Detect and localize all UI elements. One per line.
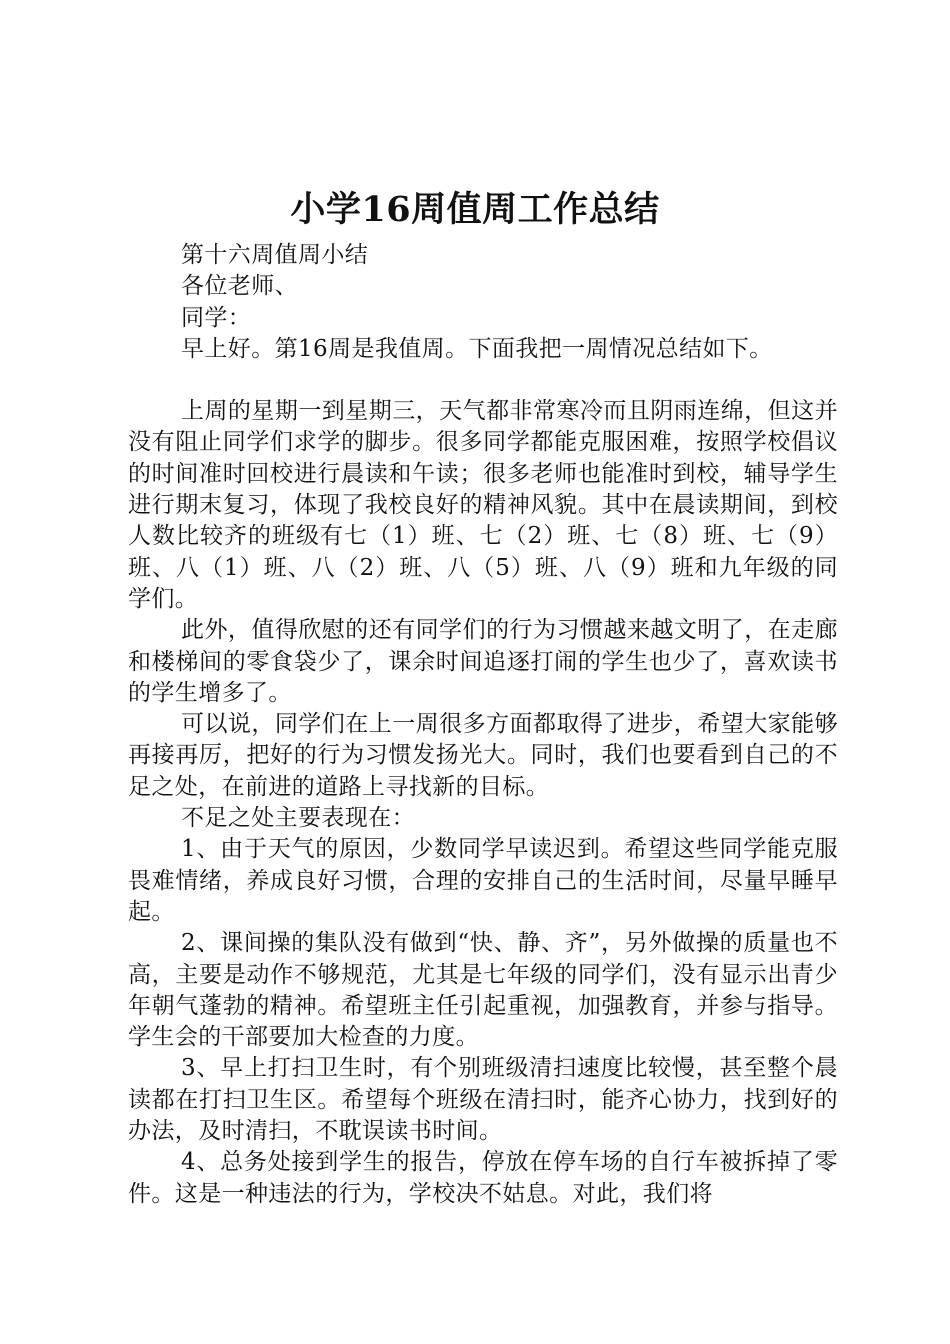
document-body bbox=[128, 240, 838, 1210]
shortcoming-item-4: 4、总务处接到学生的报告，停放在停车场的自行车被拆掉了零件。这是一种违法的行为，学校决不姑息。对此，我们将 bbox=[128, 1149, 838, 1207]
shortcoming-item-2: 2、课间操的集队没有做到“快、静、齐”，另外做操的质量也不高，主要是动作不够规范，尤其是七年级的同学们，没有显示出青少年朝气蓬勃的精神。希望班主任引起重视，加强教育，并参与指导。学生会的干部要加大检查的力度。 bbox=[128, 930, 838, 1051]
salutation-teachers: 各位老师、 bbox=[181, 273, 298, 300]
paragraph-summary: 可以说，同学们在上一周很多方面都取得了进步，希望大家能够再接再厉，把好的行为习惯发扬光大。同时，我们也要看到自己的不足之处，在前进的道路上寻找新的目标。 bbox=[128, 711, 838, 800]
subtitle: 第十六周值周小结 bbox=[181, 242, 369, 268]
greeting: 早上好。第16周是我值周。下面我把一周情况总结如下。 bbox=[181, 335, 773, 362]
page-title: 小学16周值周工作总结 bbox=[290, 189, 660, 230]
paragraph-spacer bbox=[128, 365, 838, 396]
shortcomings-intro: 不足之处主要表现在： bbox=[181, 805, 415, 832]
shortcoming-item-1: 1、由于天气的原因，少数同学早读迟到。希望这些同学能克服畏难情绪，养成良好习惯，合理的安排自己的生活时间，尽量早睡早起。 bbox=[128, 836, 838, 925]
shortcoming-item-3: 3、早上打扫卫生时，有个别班级清扫速度比较慢，甚至整个晨读都在打扫卫生区。希望每个班级在清扫时，能齐心协力，找到好的办法，及时清扫，不耽误读书时间。 bbox=[128, 1055, 838, 1145]
salutation-students: 同学： bbox=[181, 304, 252, 331]
paragraph-weather: 上周的星期一到星期三，天气都非常寒冷而且阴雨连绵，但这并没有阻止同学们求学的脚步。很多同学都能克服困难，按照学校倡议的时间准时回校进行晨读和午读；很多老师也能准时到校，辅导学生进行期末复习，体现了我校良好的精神风貌。其中在晨读期间，到校人数比较齐的班级有七（1）班、七（2）班、七（8）班、七（9）班、八（1）班、八（2）班、八（5）班、八（9）班和九年级的同学们。 bbox=[128, 398, 838, 612]
paragraph-progress: 此外，值得欣慰的还有同学们的行为习惯越来越文明了，在走廊和楼梯间的零食袋少了，课余时间追逐打闹的学生也少了，喜欢读书的学生增多了。 bbox=[128, 617, 838, 706]
